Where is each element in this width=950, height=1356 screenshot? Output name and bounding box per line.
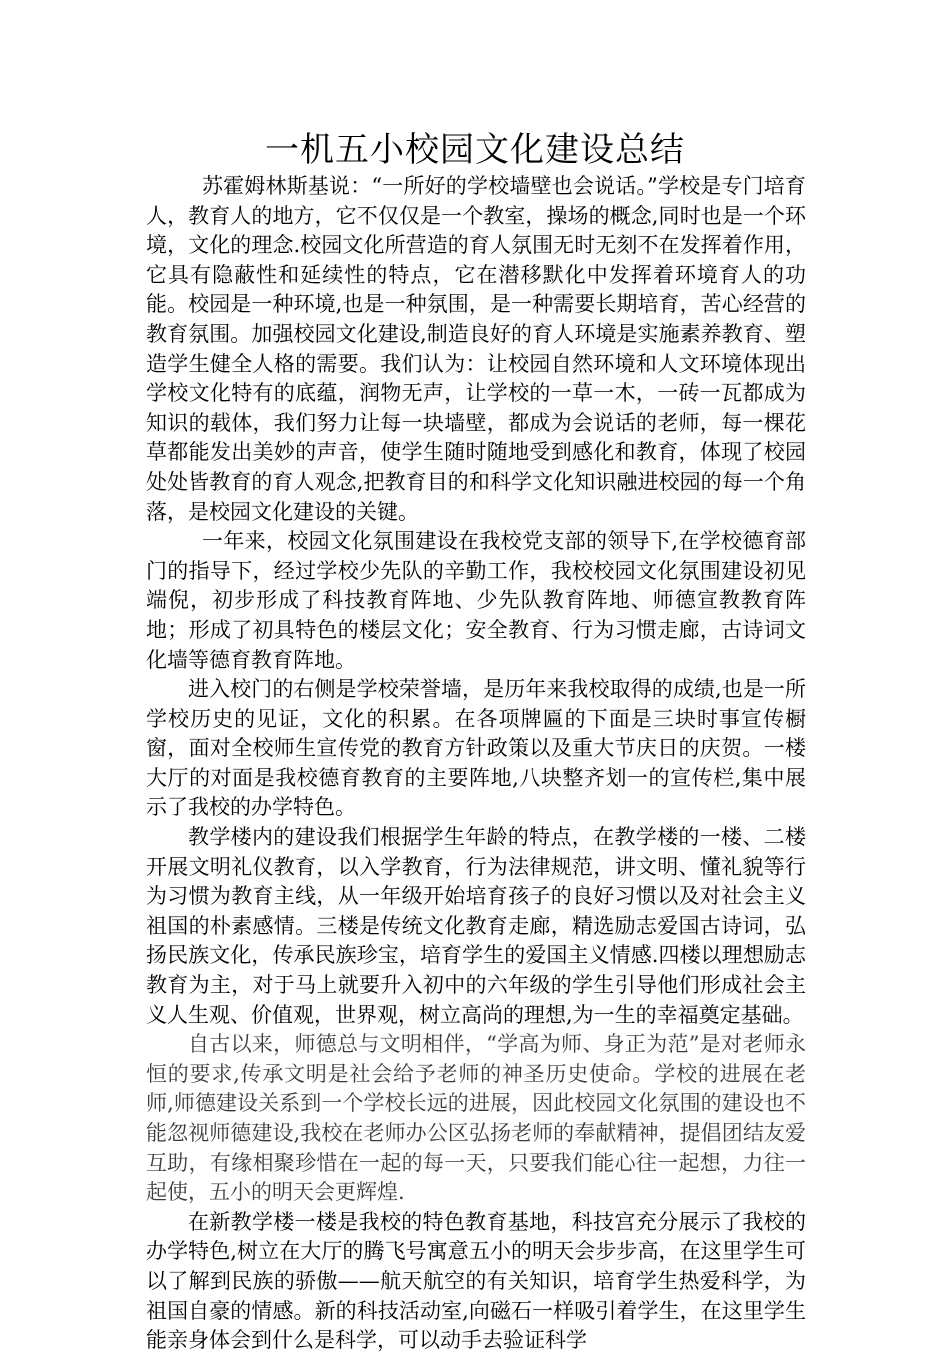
- paragraph-2: 一年来，校园文化氛围建设在我校党支部的领导下,在学校德育部门的指导下，经过学校少先队的辛勤工作，我校校园文化氛围建设初见端倪，初步形成了科技教育阵地、少先队教育阵地、师德宣教教育阵地；形成了初具特色的楼层文化；安全教育、行为习惯走廊，古诗词文化墙等德育教育阵地。: [146, 529, 806, 672]
- paragraph-1: 苏霍姆林斯基说：“一所好的学校墙壁也会说话。”学校是专门培育人，教育人的地方，它不仅仅是一个教室，操场的概念,同时也是一个环境，文化的理念.校园文化所营造的育人氛围无时无刻不在发挥着作用，它具有隐蔽性和延续性的特点，它在潜移默化中发挥着环境育人的功能。校园是一种环境,也是一种氛围，是一种需要长期培育，苦心经营的教育氛围。加强校园文化建设,制造良好的育人环境是实施素养教育、塑造学生健全人格的需要。我们认为：让校园自然环境和人文环境体现出学校文化特有的底蕴，润物无声，让学校的一草一木，一砖一瓦都成为知识的载体，我们努力让每一块墙壁，都成为会说话的老师，每一棵花草都能发出美妙的声音，使学生随时随地受到感化和教育，体现了校园处处皆教育的育人观念,把教育目的和科学文化知识融进校园的每一个角落，是校园文化建设的关键。: [146, 174, 806, 524]
- document-body: [146, 172, 806, 1356]
- paragraph-6: 在新教学楼一楼是我校的特色教育基地，科技宫充分展示了我校的办学特色,树立在大厅的腾飞号寓意五小的明天会步步高，在这里学生可以了解到民族的骄傲——航天航空的有关知识，培育学生热爱科学，为祖国自豪的情感。新的科技活动室,向磁石一样吸引着学生，在这里学生能亲身体会到什么是科学，可以动手去验证科学: [146, 1209, 806, 1353]
- paragraph-4: 教学楼内的建设我们根据学生年龄的特点，在教学楼的一楼、二楼开展文明礼仪教育，以入学教育，行为法律规范，讲文明、懂礼貌等行为习惯为教育主线，从一年级开始培育孩子的良好习惯以及对社会主义祖国的朴素感情。三楼是传统文化教育走廊，精选励志爱国古诗词，弘扬民族文化，传承民族珍宝，培育学生的爱国主义情感.四楼以理想励志教育为主，对于马上就要升入初中的六年级的学生引导他们形成社会主义人生观、价值观，世界观，树立高尚的理想,为一生的幸福奠定基础。: [146, 825, 806, 1027]
- paragraph-3: 进入校门的右侧是学校荣誉墙，是历年来我校取得的成绩,也是一所学校历史的见证，文化的积累。在各项牌匾的下面是三块时事宣传橱窗，面对全校师生宣传党的教育方针政策以及重大节庆日的庆贺。一楼大厅的对面是我校德育教育的主要阵地,八块整齐划一的宣传栏,集中展示了我校的办学特色。: [146, 677, 806, 820]
- document-title: 一机五小校园文化建设总结: [265, 130, 685, 170]
- paragraph-5: 自古以来，师德总与文明相伴，“学高为师、身正为范”是对老师永恒的要求,传承文明是社会给予老师的神圣历史使命。学校的进展在老师,师德建设关系到一个学校长远的进展，因此校园文化氛围的建设也不能忽视师德建设,我校在老师办公区弘扬老师的奉献精神，提倡团结友爱互助，有缘相聚珍惜在一起的每一天，只要我们能心往一起想，力往一起使，五小的明天会更辉煌.: [146, 1032, 806, 1205]
